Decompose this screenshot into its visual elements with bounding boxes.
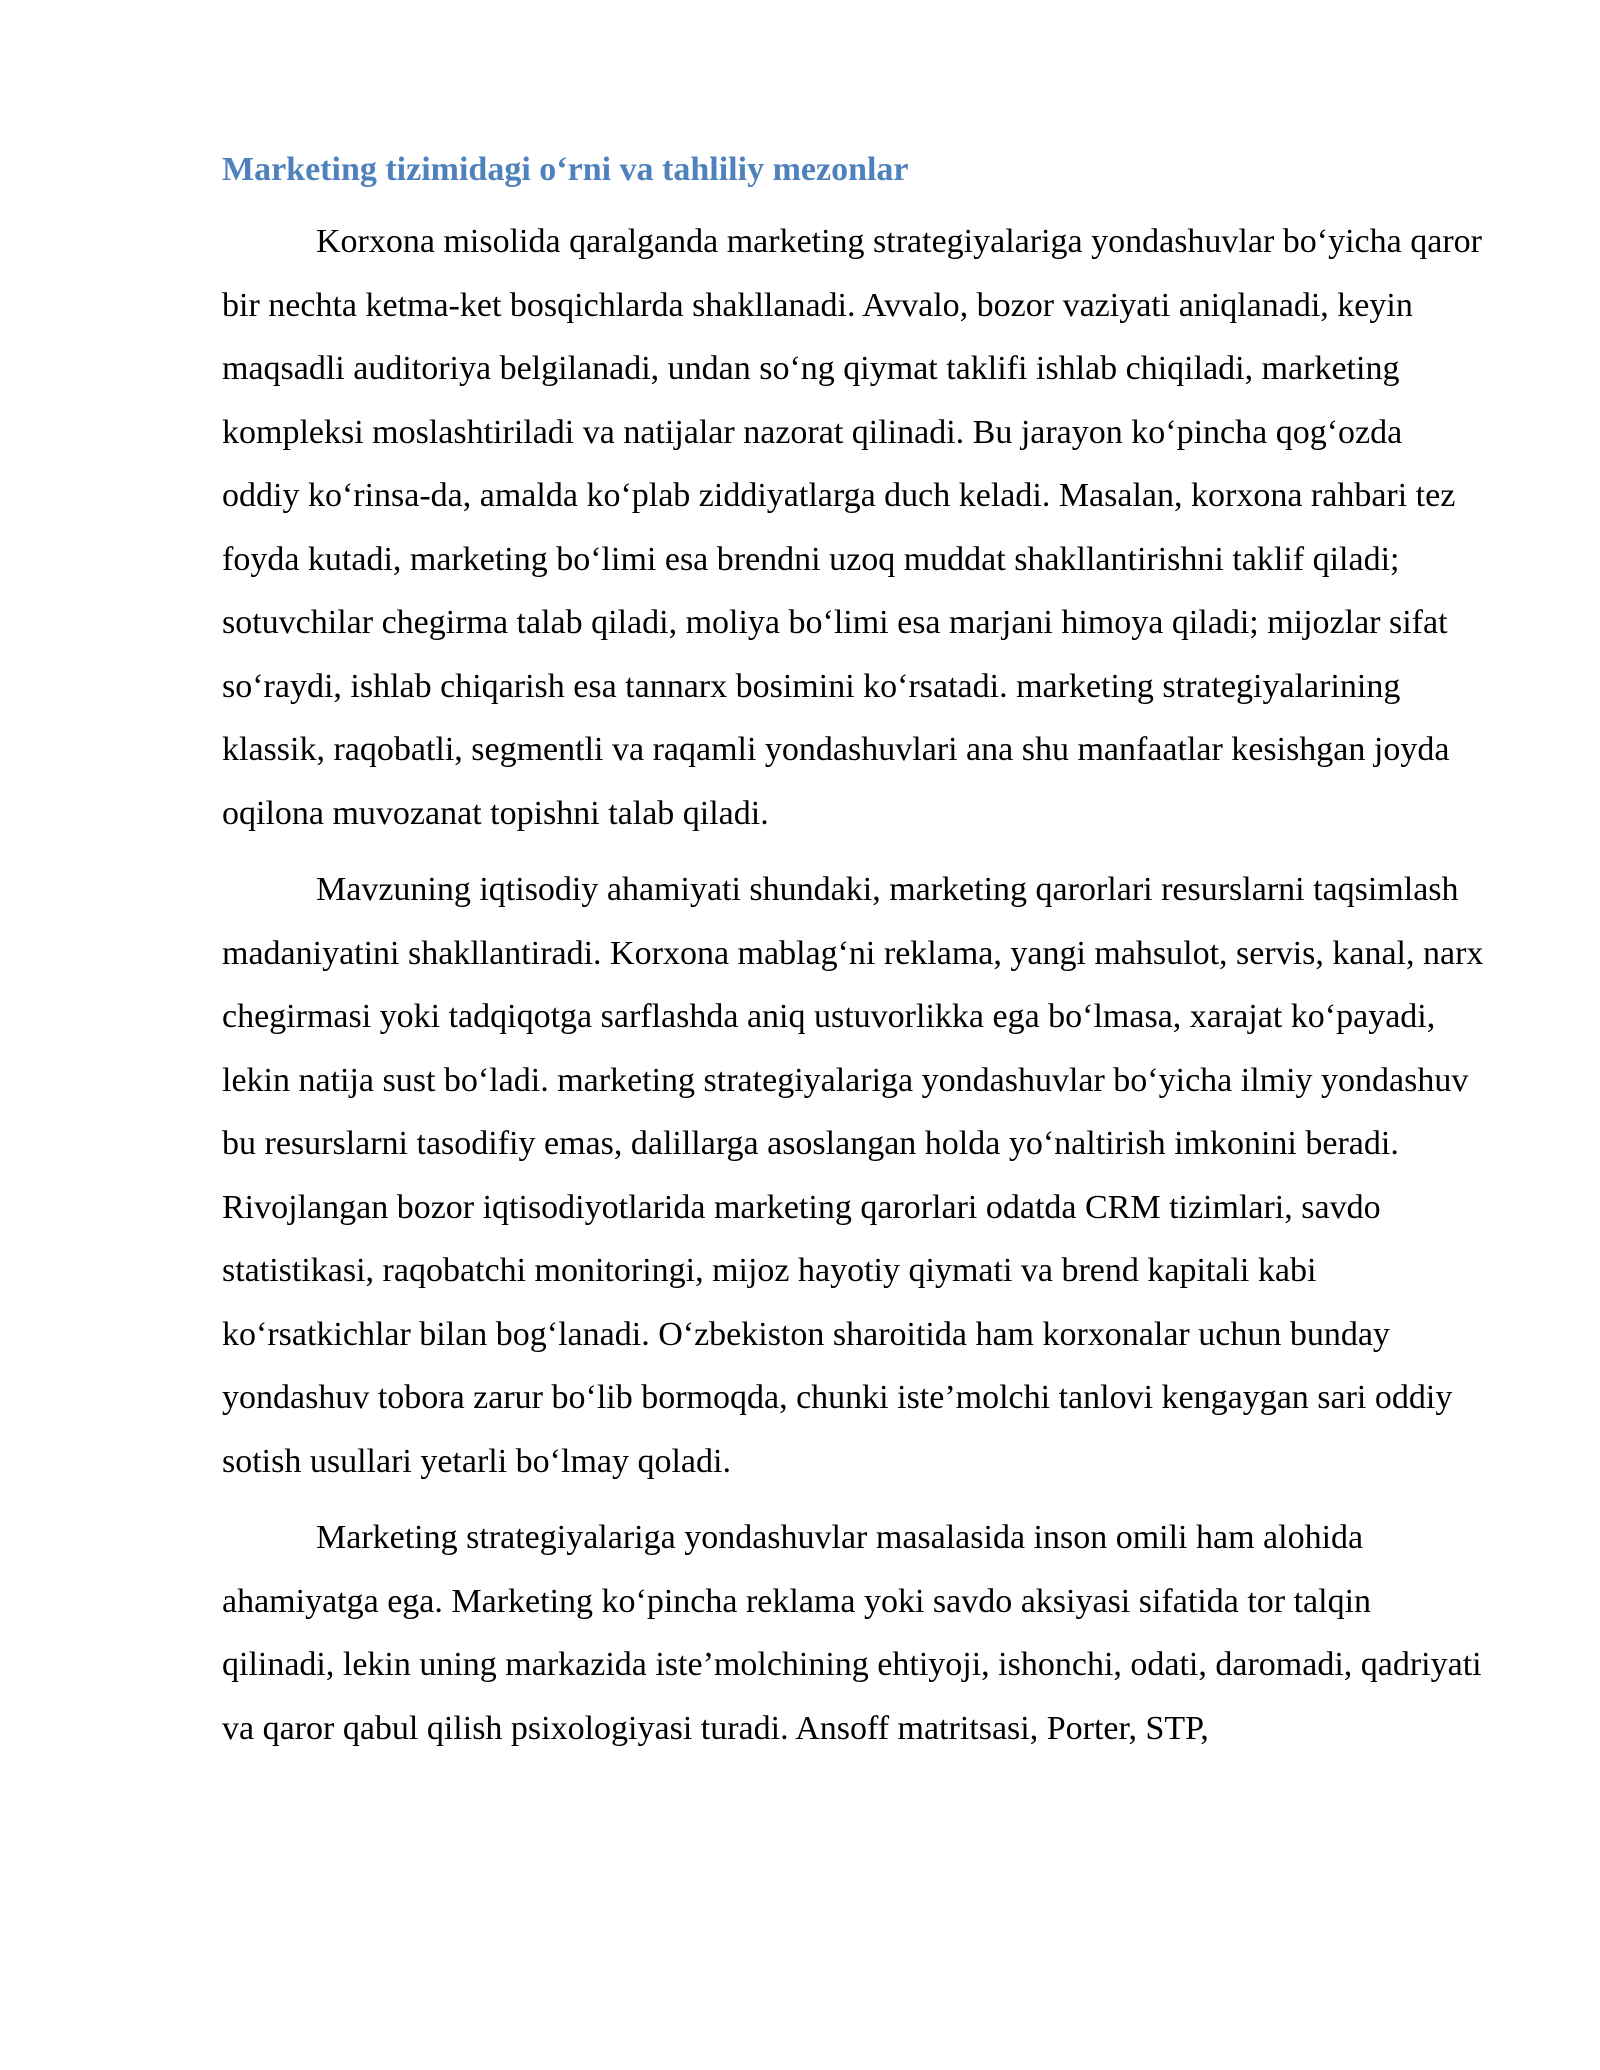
paragraph: Korxona misolida qaralganda marketing strategiyalariga yondashuvlar bo‘yicha qaror bir nechta ketma-ket bosqichlarda shakllanadi. Avvalo, bozor vaziyati aniqlanadi, keyin maqsadli auditoriya belgilanadi, undan so‘ng qiymat taklifi ishlab chiqiladi, marketing kompleksi moslashtiriladi va natijalar nazorat qilinadi. Bu jarayon ko‘pincha qog‘ozda oddiy ko‘rinsa-da, amalda ko‘plab ziddiyatlarga duch keladi. Masalan, korxona rahbari tez foyda kutadi, marketing bo‘limi esa brendni uzoq muddat shakllantirishni taklif qiladi; sotuvchilar chegirma talab qiladi, moliya bo‘limi esa marjani himoya qiladi; mijozlar sifat so‘raydi, ishlab chiqarish esa tannarx bosimini ko‘rsatadi. marketing strategiyalarining klassik, raqobatli, segmentli va raqamli yondashuvlari ana shu manfaatlar kesishgan joyda oqilona muvozanat topishni talab qiladi. (222, 223, 1482, 832)
section-heading: Marketing tizimidagi o‘rni va tahliliy mezonlar (222, 151, 909, 188)
document-body (222, 146, 1484, 1773)
paragraph: Mavzuning iqtisodiy ahamiyati shundaki, marketing qarorlari resurslarni taqsimlash madaniyatini shakllantiradi. Korxona mablag‘ni reklama, yangi mahsulot, servis, kanal, narx chegirmasi yoki tadqiqotga sarflashda aniq ustuvorlikka ega bo‘lmasa, xarajat ko‘payadi, lekin natija sust bo‘ladi. marketing strategiyalariga yondashuvlar bo‘yicha ilmiy yondashuv bu resurslarni tasodifiy emas, dalillarga asoslangan holda yo‘naltirish imkonini beradi. Rivojlangan bozor iqtisodiyotlarida marketing qarorlari odatda CRM tizimlari, savdo statistikasi, raqobatchi monitoringi, mijoz hayotiy qiymati va brend kapitali kabi ko‘rsatkichlar bilan bog‘lanadi. O‘zbekiston sharoitida ham korxonalar uchun bunday yondashuv tobora zarur bo‘lib bormoqda, chunki iste’molchi tanlovi kengaygan sari oddiy sotish usullari yetarli bo‘lmay qoladi. (222, 871, 1484, 1480)
paragraph: Marketing strategiyalariga yondashuvlar masalasida inson omili ham alohida ahamiyatga ega. Marketing ko‘pincha reklama yoki savdo aksiyasi sifatida tor talqin qilinadi, lekin uning markazida iste’molchining ehtiyoji, ishonchi, odati, daromadi, qadriyati va qaror qabul qilish psixologiyasi turadi. Ansoff matritsasi, Porter, STP, (222, 1519, 1482, 1747)
